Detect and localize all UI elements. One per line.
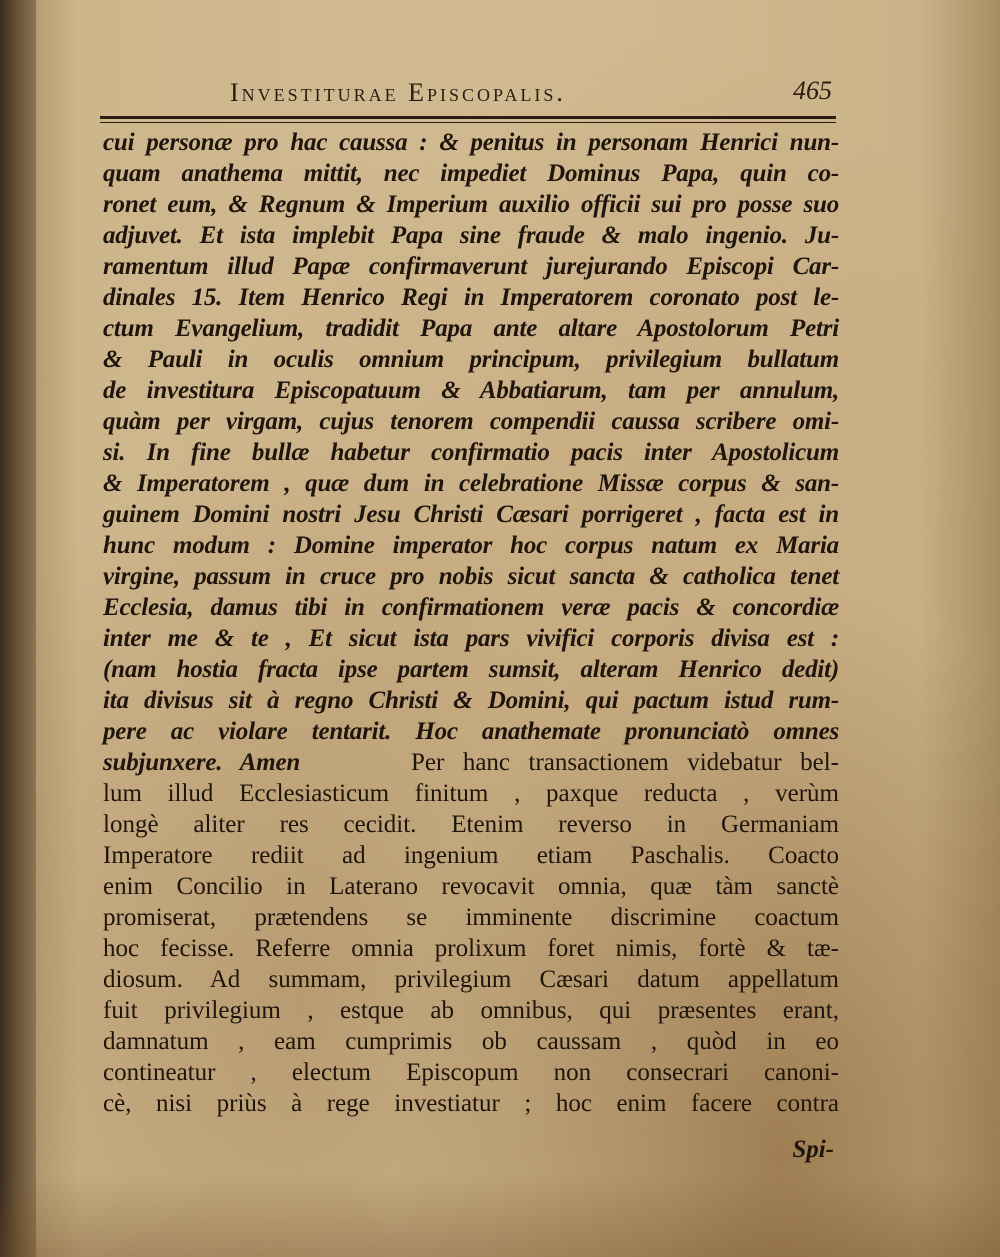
text-line: hunc modum : Domine imperator hoc corpus natum ex Maria: [103, 532, 839, 559]
text-line: & Imperatorem , quæ dum in celebratione Missæ corpus & san-: [103, 470, 839, 497]
text-line: (nam hostia fracta ipse partem sumsit, alteram Henrico dedit): [103, 656, 839, 683]
text-line: adjuvet. Et ista implebit Papa sine fraude & malo ingenio. Ju-: [103, 222, 839, 249]
text-line: diosum. Ad summam, privilegium Cæsari datum appellatum: [103, 966, 839, 993]
text-line: inter me & te , Et sicut ista pars vivifici corporis divisa est :: [103, 625, 839, 652]
binding-gutter: [0, 0, 36, 1257]
page-number: 465: [793, 76, 832, 105]
text-line: Ecclesia, damus tibi in confirmationem veræ pacis & concordiæ: [103, 594, 839, 621]
text-line: ita divisus sit à regno Christi & Domini, qui pactum istud rum-: [103, 687, 839, 714]
text-line: & Pauli in oculis omnium principum, privilegium bullatum: [103, 346, 839, 373]
text-line: quam anathema mittit, nec impediet Dominus Papa, quin co-: [103, 160, 839, 187]
text-line: ramentum illud Papæ confirmaverunt jurejurando Episcopi Car-: [103, 253, 839, 280]
text-roman-run: Per hanc transactionem videbatur bel-: [411, 749, 839, 776]
text-line: enim Concilio in Laterano revocavit omnia, quæ tàm sanctè: [103, 873, 839, 900]
page-header: [100, 72, 840, 112]
text-line: ronet eum, & Regnum & Imperium auxilio officii sui pro posse suo: [103, 191, 839, 218]
catchword: Spi-: [792, 1136, 834, 1163]
header-rule-thin: [100, 122, 836, 123]
text-line: quàm per virgam, cujus tenorem compendii caussa scribere omi-: [103, 408, 839, 435]
text-line: dinales 15. Item Henrico Regi in Imperatorem coronato post le-: [103, 284, 839, 311]
text-line: virgine, passum in cruce pro nobis sicut sancta & catholica tenet: [103, 563, 839, 590]
text-line: hoc fecisse. Referre omnia prolixum foret nimis, fortè & tæ-: [103, 935, 839, 962]
text-line: guinem Domini nostri Jesu Christi Cæsari porrigeret , facta est in: [103, 501, 839, 528]
text-line: si. In fine bullæ habetur confirmatio pacis inter Apostolicum: [103, 439, 839, 466]
text-line: Imperatore rediit ad ingenium etiam Paschalis. Coacto: [103, 842, 839, 869]
text-line: de investitura Episcopatuum & Abbatiarum, tam per annulum,: [103, 377, 839, 404]
text-line-mixed: [103, 747, 839, 778]
text-line: pere ac violare tentarit. Hoc anathemate pronunciatò omnes: [103, 718, 839, 745]
text-line: fuit privilegium , estque ab omnibus, qui præsentes erant,: [103, 997, 839, 1024]
text-line: ctum Evangelium, tradidit Papa ante altare Apostolorum Petri: [103, 315, 839, 342]
body-text: [103, 127, 839, 1119]
water-stain: [0, 1175, 1000, 1257]
running-head: Investiturae Episcopalis.: [230, 78, 566, 107]
text-line: longè aliter res cecidit. Etenim reverso in Germaniam: [103, 811, 839, 838]
text-line: promiserat, prætendens se imminente discrimine coactum: [103, 904, 839, 931]
text-italic-run: subjunxere. Amen: [103, 749, 301, 776]
text-line: cui personæ pro hac caussa : & penitus in personam Henrici nun-: [103, 129, 839, 156]
header-rule: [100, 116, 836, 119]
text-line: damnatum , eam cumprimis ob caussam , quòd in eo: [103, 1028, 839, 1055]
text-line: contineatur , electum Episcopum non consecrari canoni-: [103, 1059, 839, 1086]
text-line: cè, nisi priùs à rege investiatur ; hoc enim facere contra: [103, 1090, 839, 1117]
text-line: lum illud Ecclesiasticum finitum , paxque reducta , verùm: [103, 780, 839, 807]
